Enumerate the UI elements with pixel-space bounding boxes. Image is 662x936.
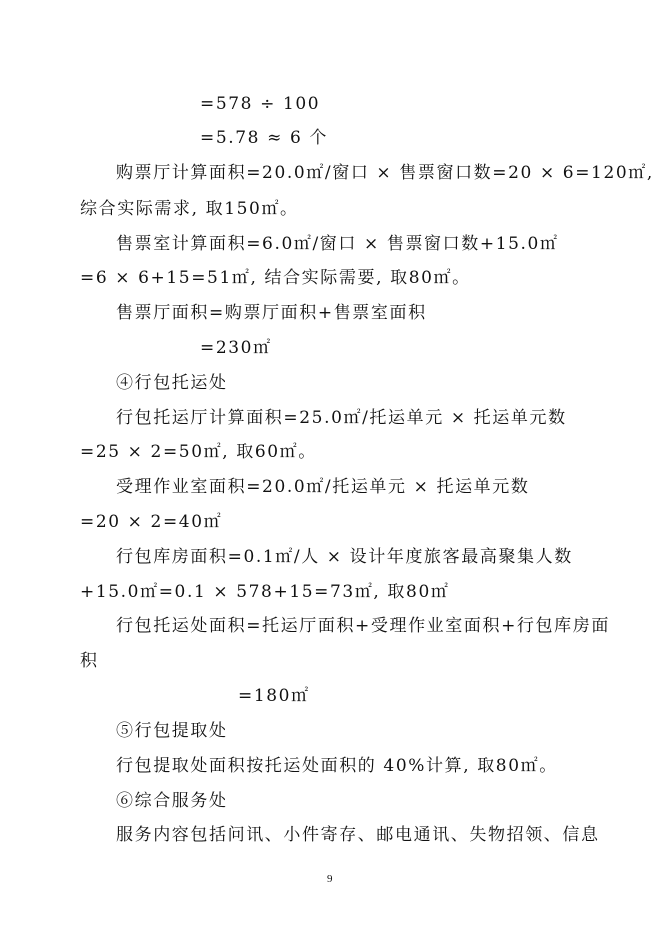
text-line: =180㎡ [238,686,310,706]
text-line: 行包托运厅计算面积=25.0㎡/托运单元 × 托运单元数 [116,408,567,428]
text-line: =578 ÷ 100 [200,94,321,114]
text-line: 服务内容包括问讯、小件寄存、邮电通讯、失物招领、信息 [116,825,600,845]
text-line: 综合实际需求, 取150㎡。 [80,199,299,219]
page-number: 9 [327,873,333,885]
text-line: 售票厅面积=购票厅面积+售票室面积 [116,303,427,323]
text-line: 受理作业室面积=20.0㎡/托运单元 × 托运单元数 [116,477,530,497]
text-line: =20 × 2=40㎡ [80,512,223,532]
text-line: +15.0㎡=0.1 × 578+15=73㎡, 取80㎡ [80,582,450,602]
text-line: =6 × 6+15=51㎡, 结合实际需要, 取80㎡。 [80,268,471,288]
text-line: 购票厅计算面积=20.0㎡/窗口 × 售票窗口数=20 × 6=120㎡, [116,163,654,183]
text-line: 积 [80,651,99,671]
section-heading: ④行包托运处 [116,373,228,393]
text-line: =230㎡ [200,338,272,358]
text-line: 行包库房面积=0.1㎡/人 × 设计年度旅客最高聚集人数 [116,547,573,567]
text-line: =25 × 2=50㎡, 取60㎡。 [80,442,317,462]
text-line: 行包托运处面积=托运厅面积+受理作业室面积+行包库房面 [116,616,610,636]
text-line: =5.78 ≈ 6 个 [200,128,328,148]
text-line: 售票室计算面积=6.0㎡/窗口 × 售票窗口数+15.0㎡ [116,234,559,254]
section-heading: ⑥综合服务处 [116,791,228,811]
section-heading: ⑤行包提取处 [116,721,228,741]
text-line: 行包提取处面积按托运处面积的 40%计算, 取80㎡。 [116,756,558,776]
